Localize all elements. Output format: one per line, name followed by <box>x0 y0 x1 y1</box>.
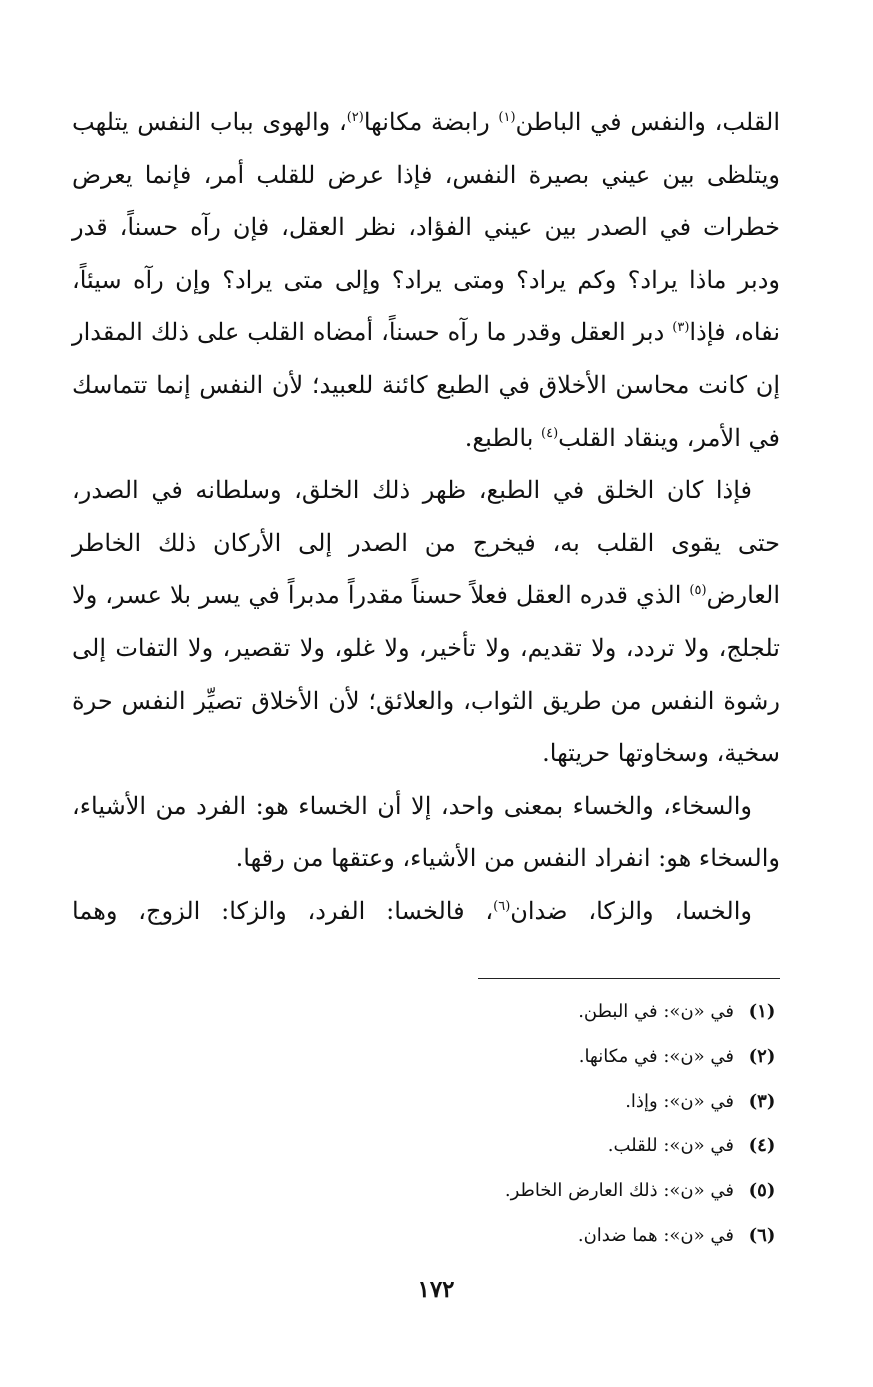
paragraph-1-part-a: القلب، والنفس في الباطن <box>515 108 780 136</box>
footnote-text: في «ن»: وإذا. <box>625 1090 734 1112</box>
paragraph-4 <box>72 885 780 938</box>
footnote-ref-2: (٢) <box>346 110 364 125</box>
footnote-ref-5: (٥) <box>689 583 707 599</box>
footnote-text: في «ن»: للقلب. <box>607 1135 734 1157</box>
footnote-ref-3: (٣) <box>672 320 690 336</box>
paragraph-1-part-c: ، والهوى بباب النفس يتلهب ويتلظى بين عيني بصيرة النفس، فإذا عرض للقلب أمر، فإنما يعرض خطرات في الصدر بين عيني الفؤاد، نظر العقل، فإن رآه حسناً، قدر ودبر ماذا يراد؟ وكم يراد؟ ومتى يراد؟ وإلى متى يراد؟ وإن رآه سيئاً، نفاه، فإذا <box>72 108 780 347</box>
paragraph-3: والسخاء، والخساء بمعنى واحد، إلا أن الخساء هو: الفرد من الأشياء، والسخاء هو: انفراد النفس من الأشياء، وعتقها من رقها. <box>72 791 780 873</box>
footnote-ref-1: (١) <box>498 110 516 125</box>
paragraph-1-part-d: دبر العقل وقدر ما رآه حسناً، أمضاه القلب على ذلك المقدار إن كانت محاسن الأخلاق في الطبع كائنة للعبيد؛ لأن النفس إنما تتماسك في الأمر، وينقاد القلب <box>72 318 780 452</box>
footnote-text: في «ن»: هما ضدان. <box>577 1224 734 1246</box>
page-number: ١٧٢ <box>417 1276 455 1303</box>
footnote-number: (٤) <box>748 1135 776 1157</box>
footnote-number: (٥) <box>748 1180 776 1202</box>
footnote-6 <box>300 1214 780 1259</box>
paragraph-4-part-b: ، فالخسا: الفرد، والزكا: الزوج، وهما <box>72 896 494 925</box>
paragraph-4-part-a: والخسا، والزكا، ضدان <box>510 896 752 925</box>
paragraph-1-part-b: رابضة مكانها <box>363 108 499 136</box>
footnote-separator <box>478 978 780 979</box>
footnote-1 <box>300 990 780 1035</box>
footnote-5 <box>300 1169 780 1214</box>
footnote-2 <box>300 1035 780 1080</box>
footnote-text: في «ن»: في البطن. <box>578 1001 734 1022</box>
footnote-4 <box>300 1124 780 1169</box>
paragraph-1 <box>72 96 780 464</box>
footnote-number: (٣) <box>748 1090 776 1112</box>
paragraph-1-part-e: بالطبع. <box>464 423 541 452</box>
footnote-text: في «ن»: ذلك العارض الخاطر. <box>504 1180 734 1202</box>
footnotes <box>300 990 780 1259</box>
paragraph-2-part-a: فإذا كان الخلق في الطبع، ظهر ذلك الخلق، وسلطانه في الصدر، حتى يقوى القلب به، فيخرج من الصدر إلى الأركان ذلك الخاطر العارض <box>72 476 780 610</box>
paragraph-2-part-b: الذي قدره العقل فعلاً حسناً مقدراً مدبراً في يسر بلا عسر، ولا تلجلج، ولا تردد، ولا تقديم، ولا تأخير، ولا غلو، ولا تقصير، ولا التفات إلى رشوة النفس من طريق الثواب، والعلائق؛ لأن الأخلاق تصيِّر النفس حرة سخية، وسخاوتها حريتها. <box>72 581 780 768</box>
footnote-ref-6: (٦) <box>493 898 511 914</box>
footnote-ref-4: (٤) <box>541 425 559 441</box>
main-text <box>72 96 780 938</box>
footnote-3 <box>300 1080 780 1125</box>
footnote-text: في «ن»: في مكانها. <box>578 1045 734 1067</box>
footnote-number: (٢) <box>748 1045 776 1067</box>
paragraph-2 <box>72 464 780 780</box>
footnote-number: (٦) <box>748 1224 776 1246</box>
footnote-number: (١) <box>748 1001 776 1022</box>
